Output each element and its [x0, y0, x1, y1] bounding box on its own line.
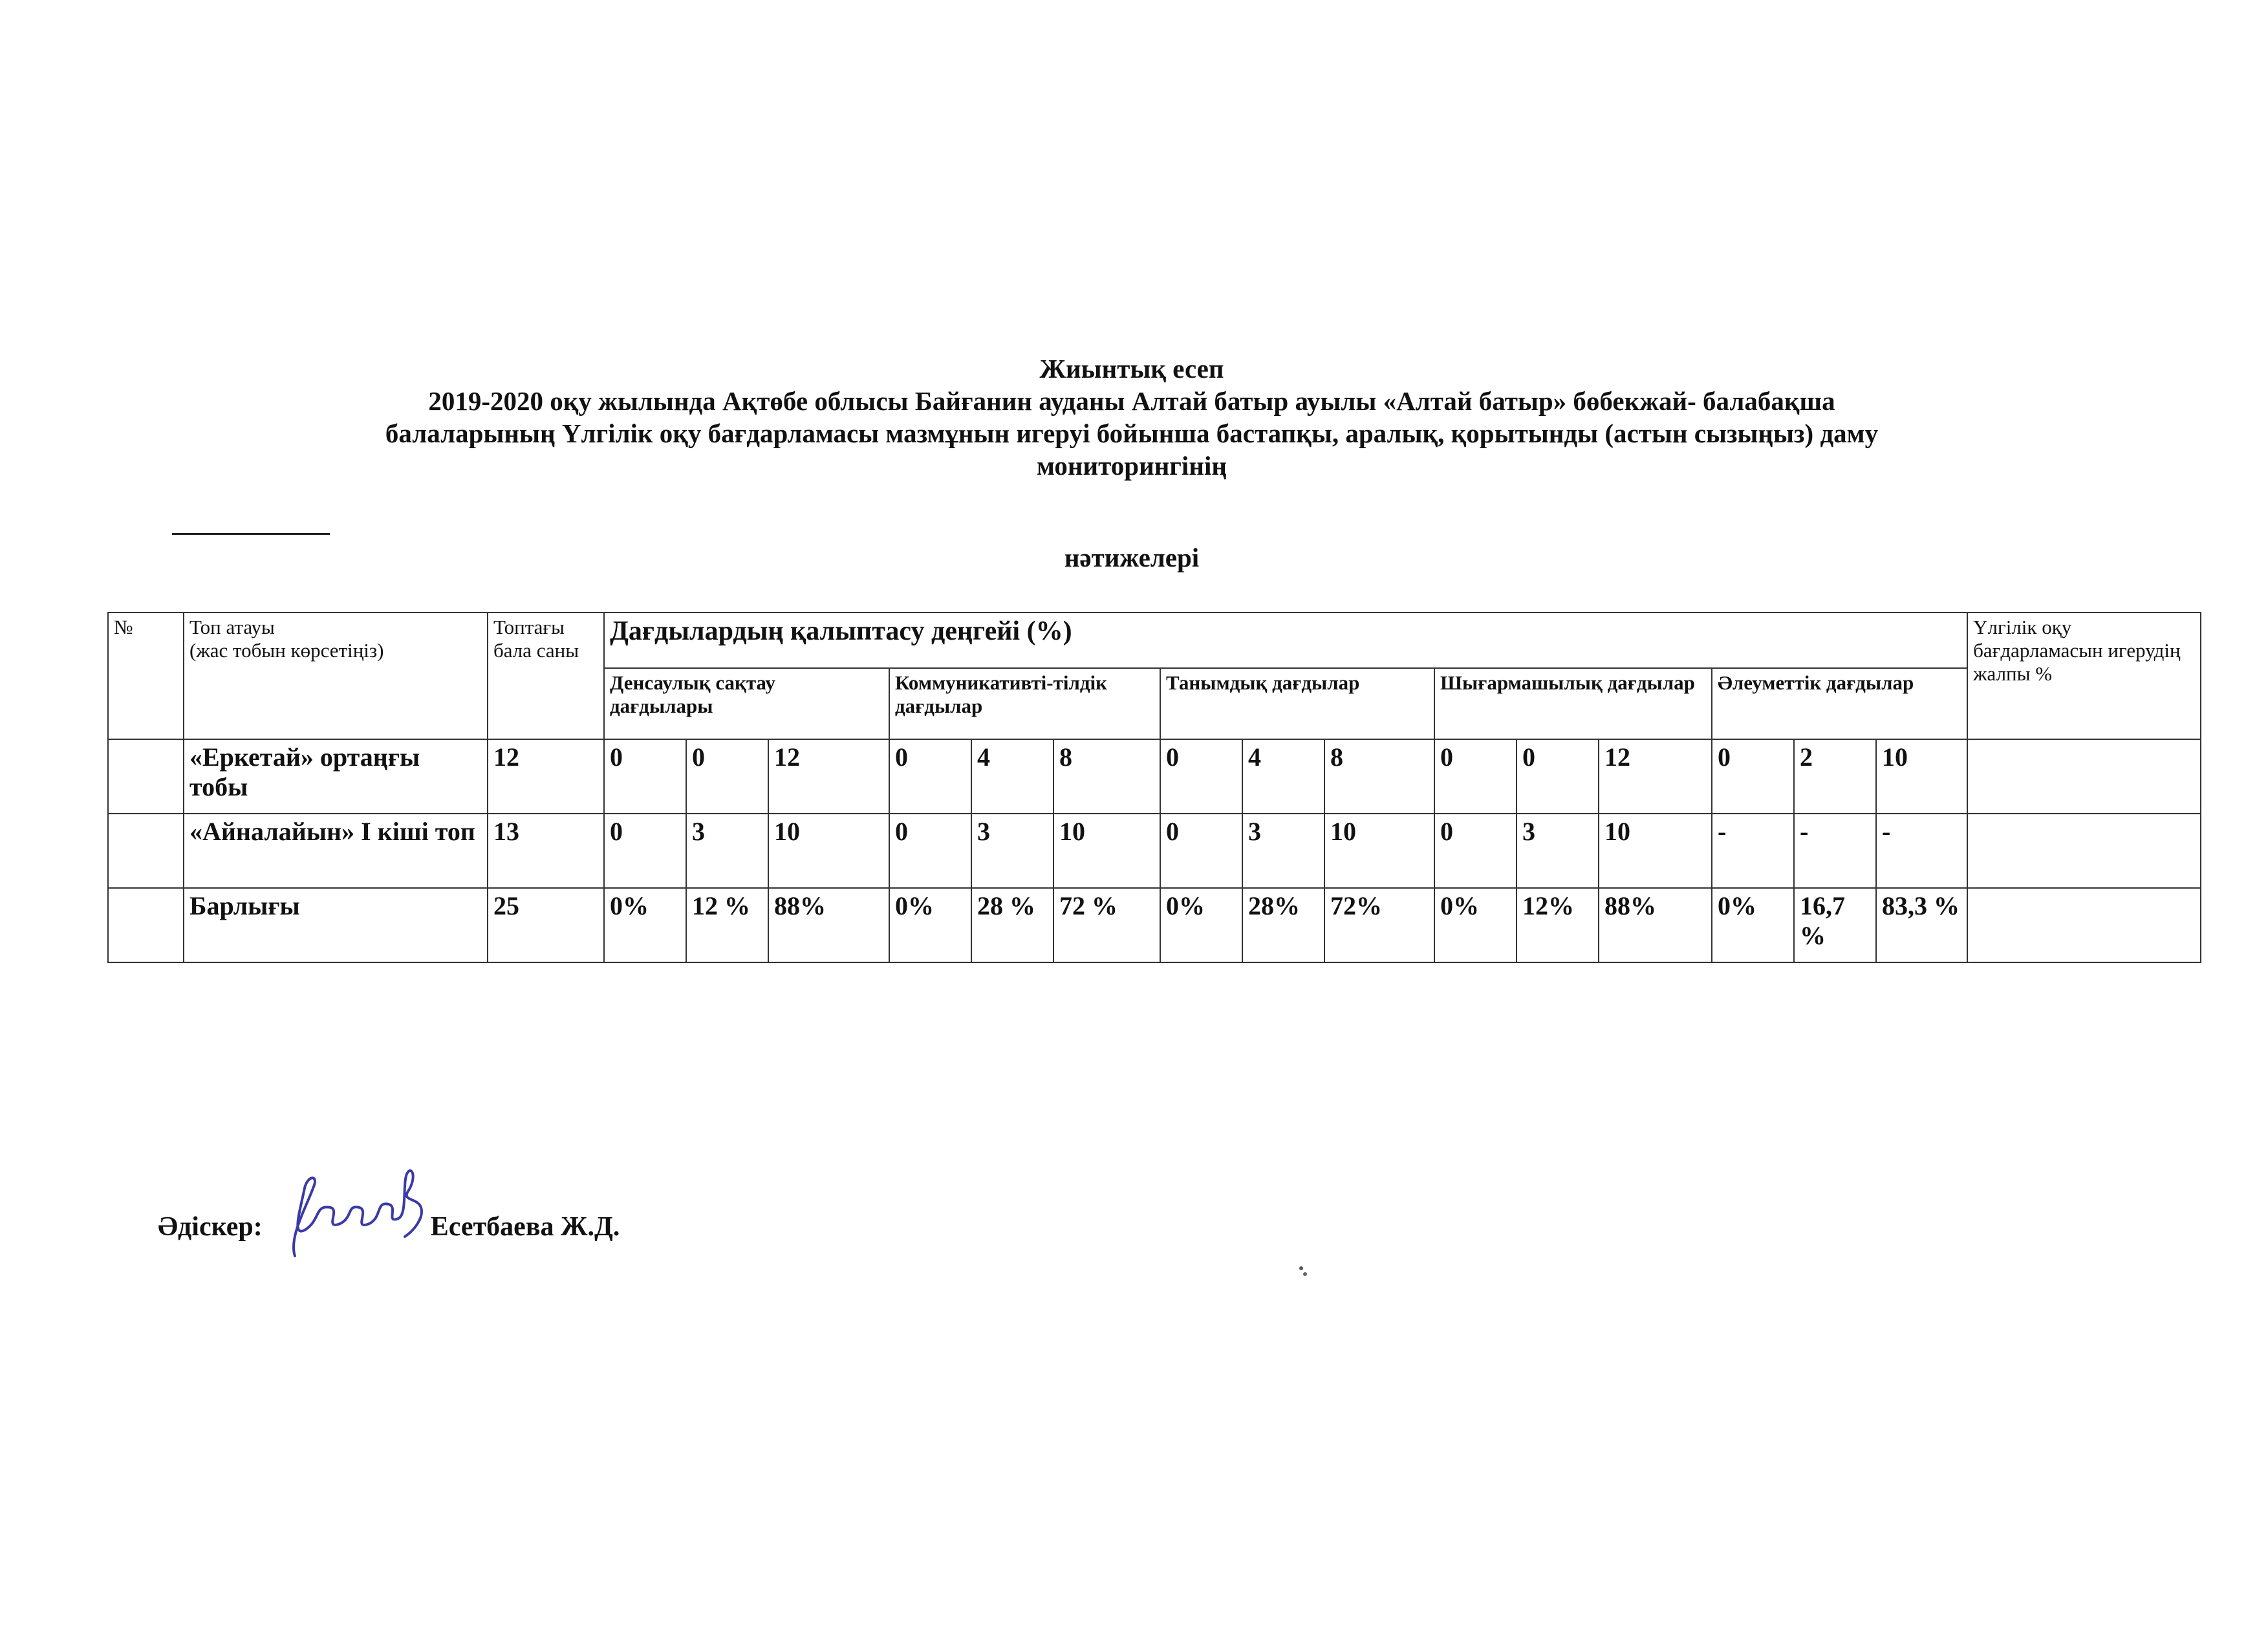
row-value: 10 [1324, 814, 1434, 888]
table-row [108, 739, 2201, 814]
header-cell-number: № [108, 612, 184, 739]
row-count: 12 [488, 739, 604, 814]
row-value: 2 [1794, 739, 1876, 814]
row-value: 12 % [686, 888, 768, 962]
row-total [1967, 814, 2201, 888]
header-cell-count: Топтағы бала саны [488, 612, 604, 739]
row-value: 0% [604, 888, 686, 962]
methodist-label: Әдіскер: [158, 1212, 263, 1242]
signature-line [158, 1172, 620, 1282]
row-value: 8 [1324, 739, 1434, 814]
row-count: 25 [488, 888, 604, 962]
row-value: 10 [1053, 814, 1160, 888]
row-value: 12% [1517, 888, 1599, 962]
row-number [108, 814, 184, 888]
row-value: 0 [686, 739, 768, 814]
report-title: Жиынтық есеп [1039, 354, 1224, 384]
skill-header-health: Денсаулық сақтау дағдылары [604, 668, 889, 739]
row-total [1967, 888, 2201, 962]
report-subtitle-line-2: балаларының Үлгілік оқу бағдарламасы мазмұнын игеруі бойынша бастапқы, аралық, қорытынды (астын сызыңыз) даму [385, 418, 1879, 448]
row-value: 0 [604, 739, 686, 814]
skill-header-social: Әлеуметтік дағдылар [1712, 668, 1967, 739]
results-table [107, 612, 2201, 963]
row-value: 0 [1160, 739, 1242, 814]
row-value: - [1794, 814, 1876, 888]
row-value: 10 [768, 814, 889, 888]
row-value: 0 [1160, 814, 1242, 888]
row-value: 4 [971, 739, 1053, 814]
row-value: 12 [768, 739, 889, 814]
row-value: 72 % [1053, 888, 1160, 962]
row-value: 0% [889, 888, 971, 962]
table-row [108, 814, 2201, 888]
row-value: - [1712, 814, 1794, 888]
row-value: 28% [1242, 888, 1324, 962]
methodist-name: Есетбаева Ж.Д. [430, 1212, 620, 1242]
row-group: «Айналайын» І кіші топ [184, 814, 488, 888]
report-subtitle-line-3: мониторингінің [1037, 451, 1227, 481]
results-heading: нәтижелері [1064, 543, 1200, 572]
row-group: «Еркетай» ортаңғы тобы [184, 739, 488, 814]
row-number [108, 739, 184, 814]
handwritten-signature-icon [269, 1159, 431, 1269]
table-row-total [108, 888, 2201, 962]
header-cell-total: Үлгілік оқу бағдарламасын игерудің жалпы % [1967, 612, 2201, 739]
row-value: 0% [1160, 888, 1242, 962]
underline-blank [172, 533, 330, 535]
row-value: 0 [1517, 739, 1599, 814]
row-total [1967, 739, 2201, 814]
row-value: 0 [1712, 739, 1794, 814]
row-value: 12 [1599, 739, 1712, 814]
row-value: 88% [768, 888, 889, 962]
row-value: 8 [1053, 739, 1160, 814]
header-cell-group: Топ атауы (жас тобын көрсетіңіз) [184, 612, 488, 739]
row-value: 3 [1242, 814, 1324, 888]
row-value: 3 [1517, 814, 1599, 888]
row-value: 3 [971, 814, 1053, 888]
row-value: 0% [1712, 888, 1794, 962]
header-cell-levels: Дағдылардың қалыптасу деңгейі (%) [604, 612, 1967, 668]
row-count: 13 [488, 814, 604, 888]
row-value: - [1876, 814, 1967, 888]
row-value: 0 [604, 814, 686, 888]
row-value: 16,7 % [1794, 888, 1876, 962]
row-value: 0 [889, 739, 971, 814]
row-value: 72% [1324, 888, 1434, 962]
report-subtitle-line-1: 2019-2020 оқу жылында Ақтөбе облысы Байғанин ауданы Алтай батыр ауылы «Алтай батыр» бөбекжай- балабақша [428, 386, 1835, 416]
row-value: 0 [1434, 814, 1517, 888]
row-value: 28 % [971, 888, 1053, 962]
skill-header-cognitive: Танымдық дағдылар [1160, 668, 1434, 739]
row-value: 10 [1599, 814, 1712, 888]
row-value: 88% [1599, 888, 1712, 962]
row-value: 10 [1876, 739, 1967, 814]
row-value: 4 [1242, 739, 1324, 814]
row-group: Барлығы [184, 888, 488, 962]
skill-header-creative: Шығармашылық дағдылар [1434, 668, 1712, 739]
report-title-block [194, 352, 2069, 482]
scan-speck-icon [1297, 1264, 1309, 1279]
row-number [108, 888, 184, 962]
skill-header-communication: Коммуникативті-тілдік дағдылар [889, 668, 1160, 739]
row-value: 3 [686, 814, 768, 888]
row-value: 0 [1434, 739, 1517, 814]
row-value: 0% [1434, 888, 1517, 962]
row-value: 83,3 % [1876, 888, 1967, 962]
row-value: 0 [889, 814, 971, 888]
